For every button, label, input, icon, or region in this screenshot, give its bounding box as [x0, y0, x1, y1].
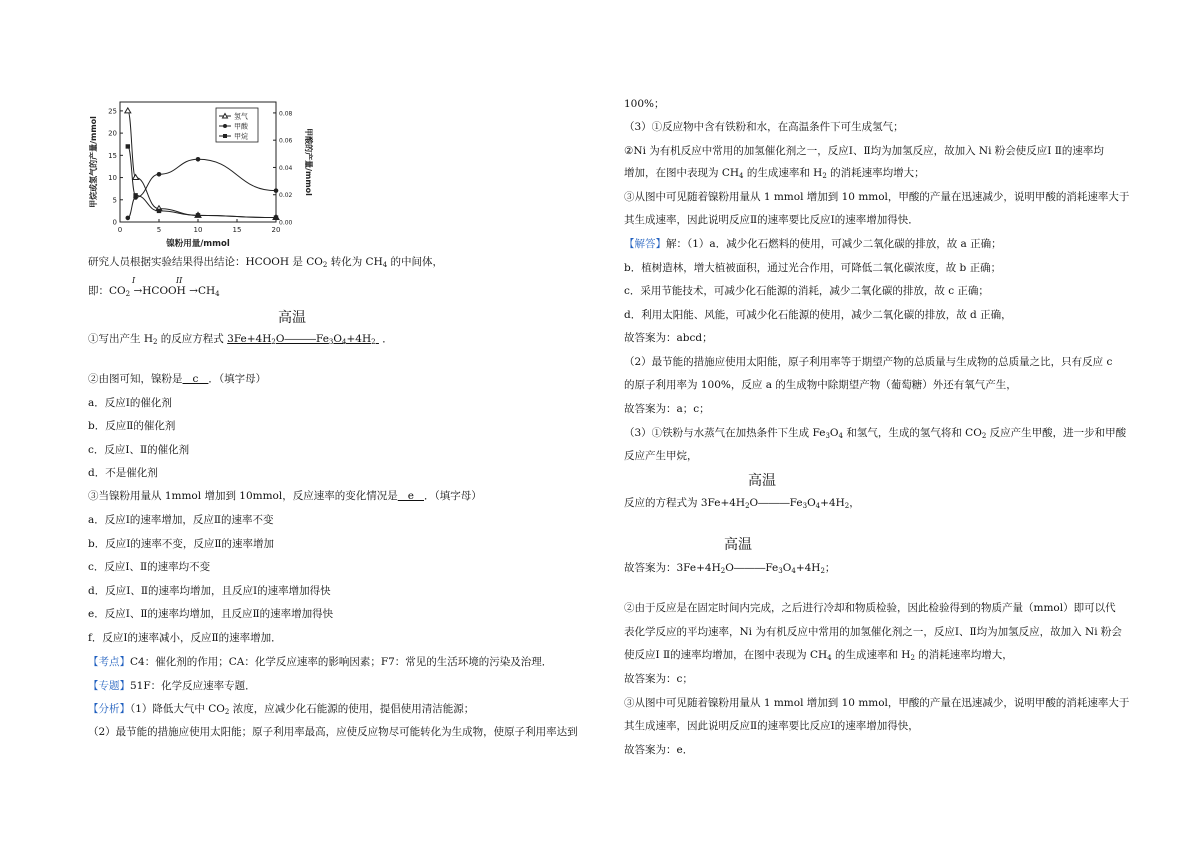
y-left-tick-label: 5	[112, 196, 117, 205]
r-line: 使反应Ⅰ Ⅱ的速率均增加，在图中表现为 $CH_4$ 的生成速率和 $H_2$ 的消耗速率均增大，	[624, 649, 1013, 662]
question-3: ③当镍粉用量从 1mmol 增加到 10mmol，反应速率的变化情况是 e ．（填字母）	[88, 490, 482, 502]
point-甲烷	[274, 215, 278, 219]
q3-option-c: c．反应Ⅰ、Ⅱ的速率均不变	[88, 561, 211, 573]
kaodian: 【考点】C4：催化剂的作用；CA：化学反应速率的影响因素；F7：常见的生活环境的污染及治理．	[88, 656, 553, 668]
legend-label: 氢气	[234, 112, 248, 121]
r-line: 故答案为：abcd；	[624, 332, 713, 344]
x-axis-label: 镍粉用量/mmol	[166, 239, 230, 249]
x-tick-label: 0	[117, 226, 123, 234]
question-1: ①写出产生 $H_2$ 的反应方程式 $3Fe+4H_2O―――Fe_3O_4+4H_2$ ．	[88, 333, 393, 346]
y-right-tick-label: 0.00	[279, 219, 293, 227]
x-tick-label: 20	[271, 226, 281, 234]
legend-marker	[223, 124, 227, 128]
y-right-axis-label: 甲酸的产量/mmol	[304, 128, 313, 196]
y-right-tick-label: 0.04	[279, 164, 293, 172]
y-right-tick-label: 0.06	[279, 137, 293, 145]
reaction-path: 即：$CO_2$ →HCOOH $\to CH_4$	[88, 285, 220, 298]
q3-option-d: d．反应Ⅰ、Ⅱ的速率均增加，且反应Ⅰ的速率增加得快	[88, 585, 331, 597]
r-line: ③从图中可见随着镍粉用量从 1 mmol 增加到 10 mmol，甲酸的产量在迅速减少，说明甲酸的消耗速率大于	[624, 697, 1130, 709]
x-tick-label: 15	[232, 226, 242, 234]
q3-option-f: f．反应Ⅰ的速率减小，反应Ⅱ的速率增加．	[88, 632, 282, 644]
r-line: ③从图中可见随着镍粉用量从 1 mmol 增加到 10 mmol，甲酸的产量在迅速减少，说明甲酸的消耗速率大于	[624, 191, 1130, 203]
point-甲酸	[196, 157, 201, 162]
roman-ii-label: II	[176, 276, 183, 285]
x-tick-label: 10	[193, 226, 203, 234]
point-甲酸	[126, 216, 131, 221]
r-line: ②Ni 为有机反应中常用的加氢催化剂之一，反应Ⅰ、Ⅱ均为加氢反应，故加入 Ni 粉会使反应Ⅰ Ⅱ的速率均	[624, 145, 1104, 157]
q3-option-e: e．反应Ⅰ、Ⅱ的速率均增加，且反应Ⅱ的速率增加得快	[88, 608, 334, 620]
r-line: （3）①铁粉与水蒸气在加热条件下生成 $Fe_3O_4$ 和氢气，生成的氢气将和 $CO_2$ 反应产生甲酸，进一步和甲酸	[624, 427, 1127, 440]
point-甲烷	[133, 193, 137, 197]
conclusion-text: 研究人员根据实验结果得出结论：HCOOH 是 $CO_2$ 转化为 $CH_4$ 的中间体，	[88, 256, 444, 269]
r-line: b．植树造林，增大植被面积，通过光合作用，可降低二氧化碳浓度，故 b 正确；	[624, 262, 1002, 274]
r-line: 的原子利用率为 100%，反应 a 的生成物中除期望产物（葡萄糖）外还有氧气产生，	[624, 379, 1017, 391]
q2-option-d: d．不是催化剂	[88, 467, 158, 479]
y-left-tick-label: 0	[112, 218, 117, 227]
y-left-axis-label: 甲烷或氢气的产量/mmol	[89, 116, 98, 208]
legend-marker	[223, 134, 227, 138]
q2-option-a: a．反应Ⅰ的催化剂	[88, 397, 172, 409]
nickel-powder-chart	[86, 94, 313, 254]
series-line-甲烷	[128, 146, 276, 217]
r-line: 反应产生甲烷，	[624, 450, 698, 462]
r-line: 其生成速率，因此说明反应Ⅱ的速率要比反应Ⅰ的速率增加得快．	[624, 214, 919, 226]
x-tick-label: 5	[156, 226, 162, 234]
q3-option-a: a．反应Ⅰ的速率增加，反应Ⅱ的速率不变	[88, 514, 274, 526]
high-temp-label: 高温	[724, 537, 752, 553]
r-line: 反应的方程式为 $3Fe+4H_2O―――Fe_3O_4+4H_2$，	[624, 497, 860, 510]
legend-label: 甲酸	[234, 122, 248, 131]
r-line: 其生成速率，因此说明反应Ⅱ的速率要比反应Ⅰ的速率增加得快，	[624, 720, 919, 732]
y-left-tick-label: 10	[108, 174, 117, 183]
r-line: 增加，在图中表现为 $CH_4$ 的生成速率和 $H_2$ 的消耗速率均增大；	[624, 167, 925, 180]
y-left-tick-label: 20	[108, 129, 117, 138]
point-甲烷	[157, 209, 161, 213]
point-氢气	[125, 108, 131, 113]
q2-option-c: c．反应Ⅰ、Ⅱ的催化剂	[88, 444, 190, 456]
y-right-tick-label: 0.02	[279, 192, 293, 200]
r-line: 故答案为：a；c；	[624, 403, 710, 415]
r-line: （2）最节能的措施应使用太阳能，原子利用率等于期望产物的总质量与生成物的总质量之比，只有反应 c	[624, 356, 1113, 368]
question-2: ②由图可知，镍粉是 c ．（填字母）	[88, 373, 267, 385]
roman-i-label: I	[132, 276, 136, 285]
fenxi-2: （2）最节能的措施应使用太阳能；原子利用率最高，应使反应物尽可能转化为生成物，使原子利用率达到	[88, 726, 578, 738]
high-temp-label: 高温	[748, 473, 776, 489]
point-甲酸	[274, 188, 279, 193]
point-氢气	[133, 175, 139, 180]
jieda: 【解答】解：（1）a．减少化石燃料的使用，可减少二氧化碳的排放，故 a 正确；	[624, 238, 1002, 250]
point-甲酸	[157, 172, 162, 177]
r-line: 表化学反应的平均速率，Ni 为有机反应中常用的加氢催化剂之一，反应Ⅰ、Ⅱ均为加氢反应，故加入 Ni 粉会	[624, 626, 1122, 638]
series-line-甲酸	[128, 159, 276, 218]
point-甲烷	[196, 213, 200, 217]
high-temp-label: 高温	[278, 310, 306, 326]
y-left-tick-label: 25	[108, 107, 117, 116]
r-line: 故答案为：$3Fe+4H_2O―――Fe_3O_4+4H_2$；	[624, 562, 836, 575]
fenxi: 【分析】（1）降低大气中 $CO_2$ 浓度，应减少化石能源的使用，提倡使用清洁能源；	[88, 703, 475, 716]
legend-label: 甲烷	[234, 132, 248, 141]
r-line: 故答案为：c；	[624, 673, 693, 685]
r-line: 故答案为：e．	[624, 744, 694, 756]
r-line: 100%；	[624, 98, 665, 110]
zhuanti: 【专题】51F：化学反应速率专题．	[88, 680, 256, 692]
q2-option-b: b．反应Ⅱ的催化剂	[88, 420, 176, 432]
q3-option-b: b．反应Ⅰ的速率不变，反应Ⅱ的速率增加	[88, 538, 275, 550]
r-line: （3）①反应物中含有铁粉和水，在高温条件下可生成氢气；	[624, 121, 904, 133]
y-left-tick-label: 15	[108, 151, 117, 160]
r-line: ②由于反应是在固定时间内完成，之后进行冷却和物质检验，因此检验得到的物质产量（mmol）即可以代	[624, 602, 1116, 614]
point-甲烷	[126, 144, 130, 148]
y-right-tick-label: 0.08	[279, 110, 293, 118]
r-line: d．利用太阳能、风能，可减少化石能源的使用，减少二氧化碳的排放，故 d 正确，	[624, 309, 1012, 321]
r-line: c．采用节能技术，可减少化石能源的消耗，减少二氧化碳的排放，故 c 正确；	[624, 285, 989, 297]
